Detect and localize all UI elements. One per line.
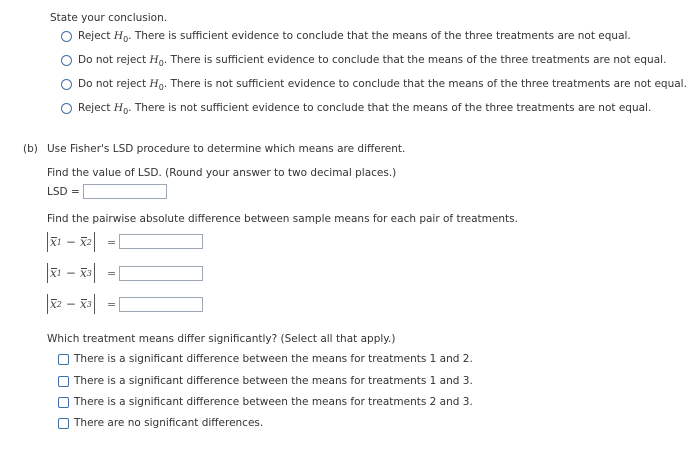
pairwise-prompt: Find the pairwise absolute difference between sample means for each pair of treatments. bbox=[47, 213, 518, 225]
radio-button[interactable] bbox=[61, 55, 72, 66]
radio-button[interactable] bbox=[61, 31, 72, 42]
pair-2-3-input[interactable] bbox=[119, 297, 203, 312]
h-symbol: H bbox=[113, 102, 124, 114]
lsd-prompt: Find the value of LSD. (Round your answer to two decimal places.) bbox=[47, 167, 397, 179]
pair-1-2-input[interactable] bbox=[119, 234, 203, 249]
select-prompt: Which treatment means differ significantly? (Select all that apply.) bbox=[47, 333, 396, 345]
abs-diff-expression-2-3 bbox=[45, 293, 97, 315]
subscript: 3 bbox=[86, 268, 92, 278]
option-prefix: Do not reject bbox=[78, 54, 147, 66]
subscript: 1 bbox=[56, 237, 62, 247]
h-symbol: H bbox=[149, 54, 159, 66]
equals-sign: = bbox=[107, 267, 117, 280]
subscript: 3 bbox=[86, 299, 92, 309]
h-symbol: H bbox=[149, 78, 159, 90]
xbar-symbol: x bbox=[50, 297, 57, 311]
subscript: 1 bbox=[56, 268, 62, 278]
checkbox[interactable] bbox=[58, 354, 69, 365]
abs-diff-expression-1-2 bbox=[45, 231, 97, 253]
lsd-label: LSD = bbox=[47, 186, 80, 198]
lsd-input[interactable] bbox=[83, 184, 167, 199]
xbar-symbol: x bbox=[50, 266, 57, 280]
h-subscript: 0 bbox=[158, 59, 164, 68]
xbar-symbol: x bbox=[79, 297, 87, 311]
h-subscript: 0 bbox=[158, 83, 164, 92]
h-subscript: 0 bbox=[123, 107, 129, 116]
part-b-label: (b) bbox=[23, 143, 38, 155]
equals-sign: = bbox=[107, 298, 117, 311]
subscript: 2 bbox=[56, 299, 62, 309]
part-b-instruction: Use Fisher's LSD procedure to determine which means are different. bbox=[47, 143, 406, 155]
option-text: . There is not sufficient evidence to conclude that the means of the three treatments are not equal. bbox=[163, 78, 687, 90]
radio-button[interactable] bbox=[61, 79, 72, 90]
xbar-symbol: x bbox=[79, 266, 87, 280]
option-text: There is a significant difference between the means for treatments 1 and 2. bbox=[74, 353, 473, 365]
subscript: 2 bbox=[86, 237, 92, 247]
option-text: There is a significant difference between the means for treatments 2 and 3. bbox=[74, 396, 473, 408]
abs-diff-expression-1-3 bbox=[45, 262, 97, 284]
xbar-symbol: x bbox=[79, 235, 87, 249]
conclusion-heading: State your conclusion. bbox=[50, 12, 168, 24]
option-text: There is a significant difference between the means for treatments 1 and 3. bbox=[74, 375, 473, 387]
checkbox[interactable] bbox=[58, 376, 69, 387]
radio-button[interactable] bbox=[61, 103, 72, 114]
option-text: . There is sufficient evidence to conclude that the means of the three treatments are not equal. bbox=[163, 54, 667, 66]
option-prefix: Do not reject bbox=[78, 78, 147, 90]
h-symbol: H bbox=[113, 30, 124, 42]
checkbox[interactable] bbox=[58, 418, 69, 429]
xbar-symbol: x bbox=[50, 235, 57, 249]
h-subscript: 0 bbox=[123, 35, 129, 44]
minus-sign: − bbox=[65, 297, 76, 311]
pair-1-3-input[interactable] bbox=[119, 266, 203, 281]
option-text: There are no significant differences. bbox=[74, 417, 264, 429]
option-prefix: Reject bbox=[78, 30, 111, 42]
checkbox[interactable] bbox=[58, 397, 69, 408]
minus-sign: − bbox=[65, 266, 76, 280]
equals-sign: = bbox=[107, 236, 117, 249]
option-prefix: Reject bbox=[78, 102, 111, 114]
option-text: . There is not sufficient evidence to conclude that the means of the three treatments are not equal. bbox=[128, 102, 652, 114]
minus-sign: − bbox=[65, 235, 76, 249]
option-text: . There is sufficient evidence to conclude that the means of the three treatments are not equal. bbox=[128, 30, 631, 42]
